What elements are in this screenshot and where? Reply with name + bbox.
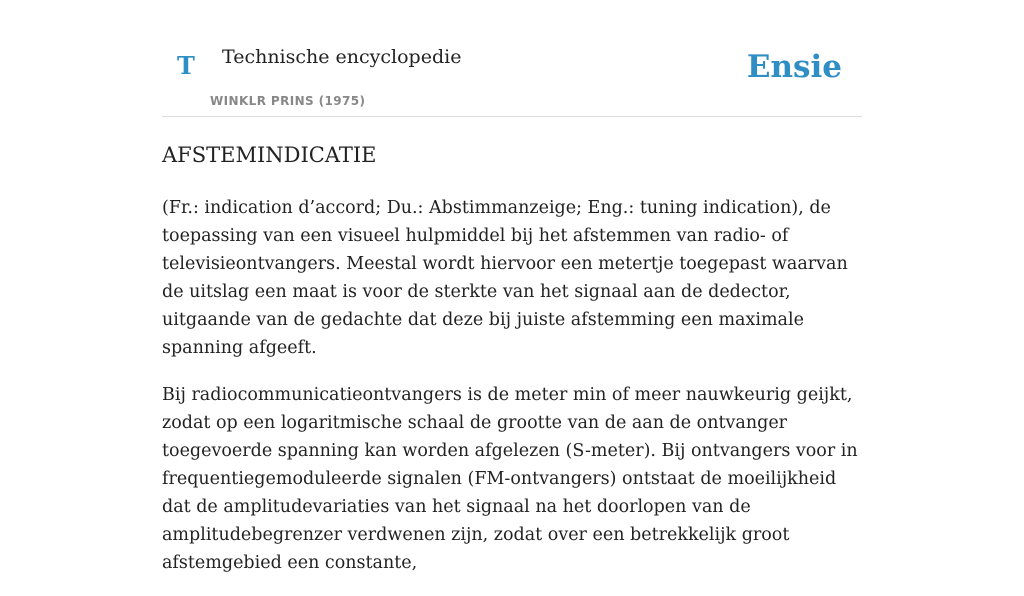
article-paragraph: Bij radiocommunicatieontvangers is de meter min of meer nauwkeurig geijkt, zodat op een logaritmische schaal de grootte van de aan de ontvanger toegevoerde spanning kan worden afgelezen (S-meter). Bij ontvangers voor in frequentiegemoduleerde signalen (FM-ontvangers) ontstaat de moeilijkheid dat de amplitudevariaties van het signaal na het doorlopen van de amplitudebegrenzer verdwenen zijn, zodat over een betrekkelijk groot afstemgebied een constante, bbox=[162, 385, 858, 573]
article-paragraph: (Fr.: indication d’accord; Du.: Abstimmanzeige; Eng.: tuning indication), de toepassing van een visueel hulpmiddel bij het afstemmen van radio- of televisieontvangers. Meestal wordt hiervoor een metertje toegepast waarvan de uitslag een maat is voor de sterkte van het signaal aan de dedector, uitgaande van de gedachte dat deze bij juiste afstemming een maximale spanning afgeeft. bbox=[162, 198, 848, 358]
source-header bbox=[162, 0, 862, 117]
article-title: AFSTEMINDICATIE bbox=[162, 143, 377, 167]
source-title[interactable]: Technische encyclopedie bbox=[222, 46, 462, 68]
source-subtitle: WINKLR PRINS (1975) bbox=[210, 94, 366, 108]
source-logo[interactable]: T bbox=[177, 51, 195, 80]
ensie-logo[interactable]: Ensie bbox=[746, 49, 842, 85]
article bbox=[162, 140, 862, 596]
